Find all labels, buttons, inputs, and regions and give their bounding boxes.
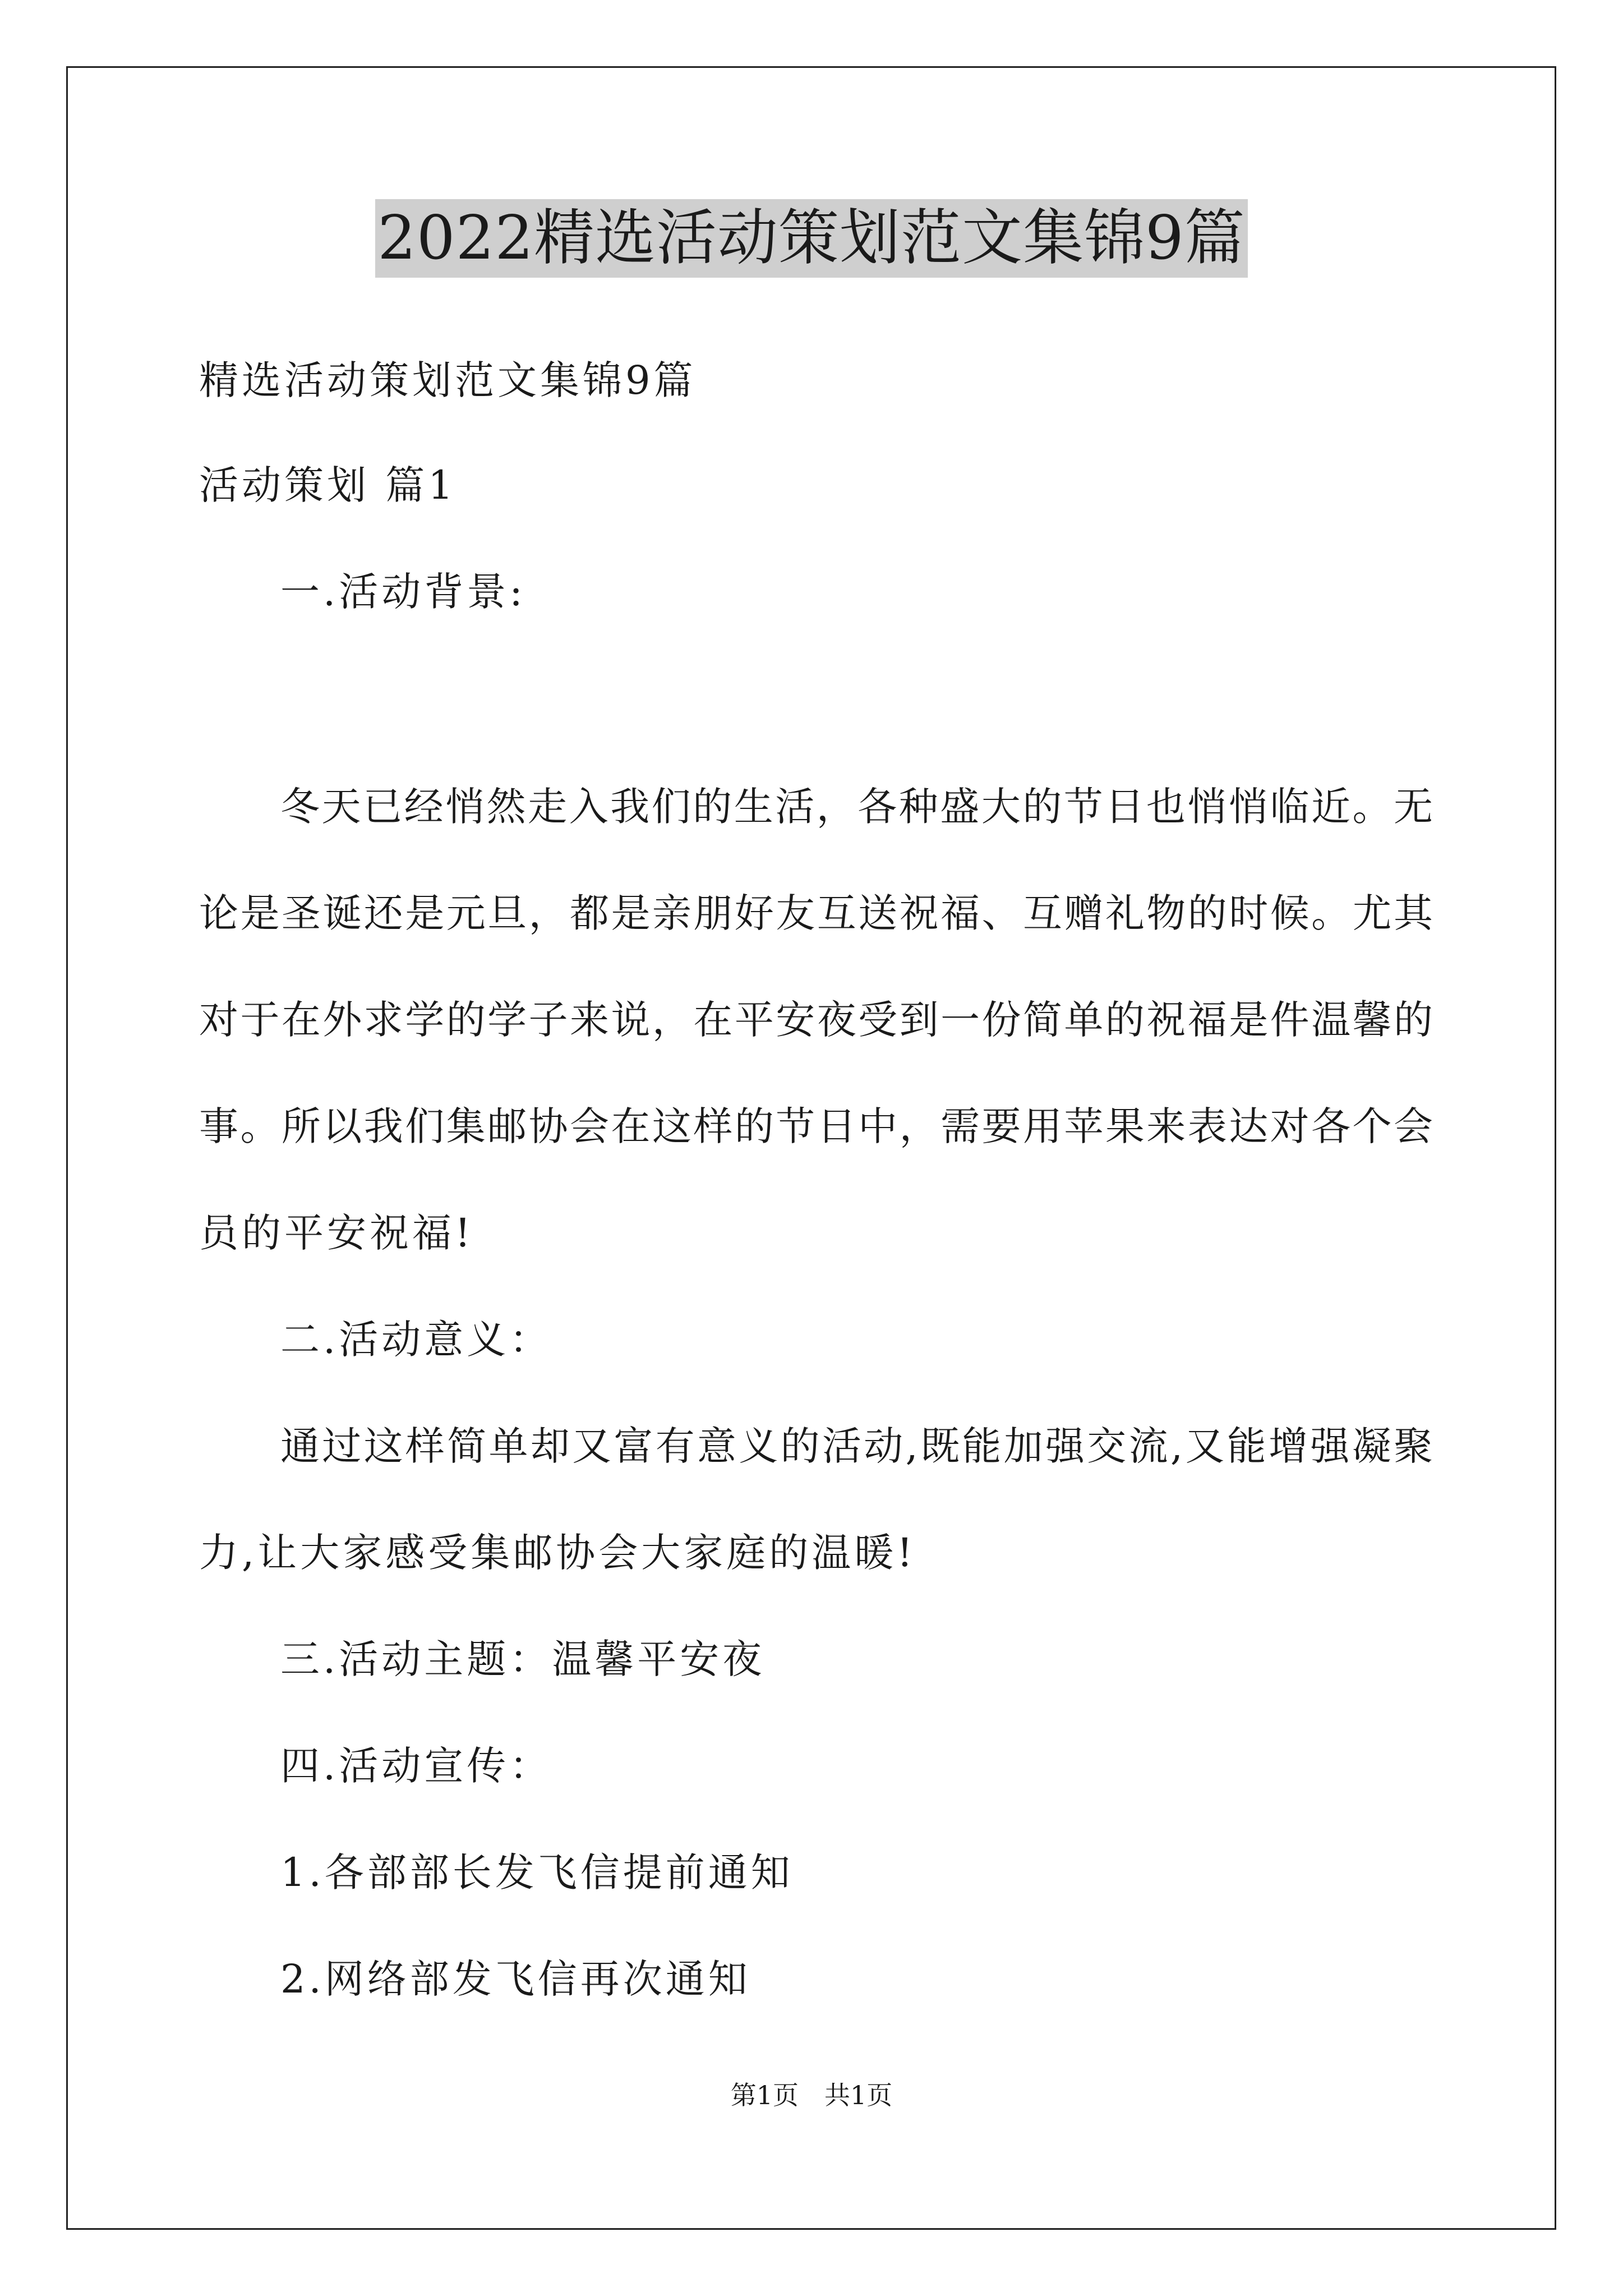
paragraph-heading: 四.活动宣传： [280, 1743, 552, 1789]
section-heading: 活动策划 篇1 [199, 462, 457, 508]
paragraph-line: 力,让大家感受集邮协会大家庭的温暖! [199, 1530, 916, 1576]
list-item: 1.各部部长发飞信提前通知 [280, 1849, 794, 1895]
document-title: 2022精选活动策划范文集锦9篇 [375, 199, 1248, 278]
paragraph-heading: 三.活动主题：温馨平安夜 [280, 1636, 766, 1682]
paragraph-line: 员的平安祝福! [199, 1210, 474, 1256]
paragraph-line: 通过这样简单却又富有意义的活动,既能加强交流,又能增强凝聚 [280, 1423, 1433, 1469]
paragraph-line: 论是圣诞还是元旦，都是亲朋好友互送祝福、互赠礼物的时候。尤其 [199, 890, 1433, 936]
paragraph-heading: 二.活动意义： [280, 1317, 552, 1363]
title-container [0, 199, 1623, 278]
paragraph-line: 冬天已经悄然走入我们的生活，各种盛大的节日也悄悄临近。无 [280, 784, 1433, 830]
paragraph-line: 事。所以我们集邮协会在这样的节日中，需要用苹果来表达对各个会 [199, 1103, 1433, 1149]
list-item: 2.网络部发飞信再次通知 [280, 1956, 751, 2002]
page-footer: 第1页 共1页 [730, 2080, 893, 2110]
paragraph-heading: 一.活动背景: [280, 569, 526, 615]
paragraph-line: 对于在外求学的学子来说，在平安夜受到一份简单的祝福是件温馨的 [199, 997, 1433, 1043]
subtitle-line: 精选活动策划范文集锦9篇 [199, 357, 697, 403]
